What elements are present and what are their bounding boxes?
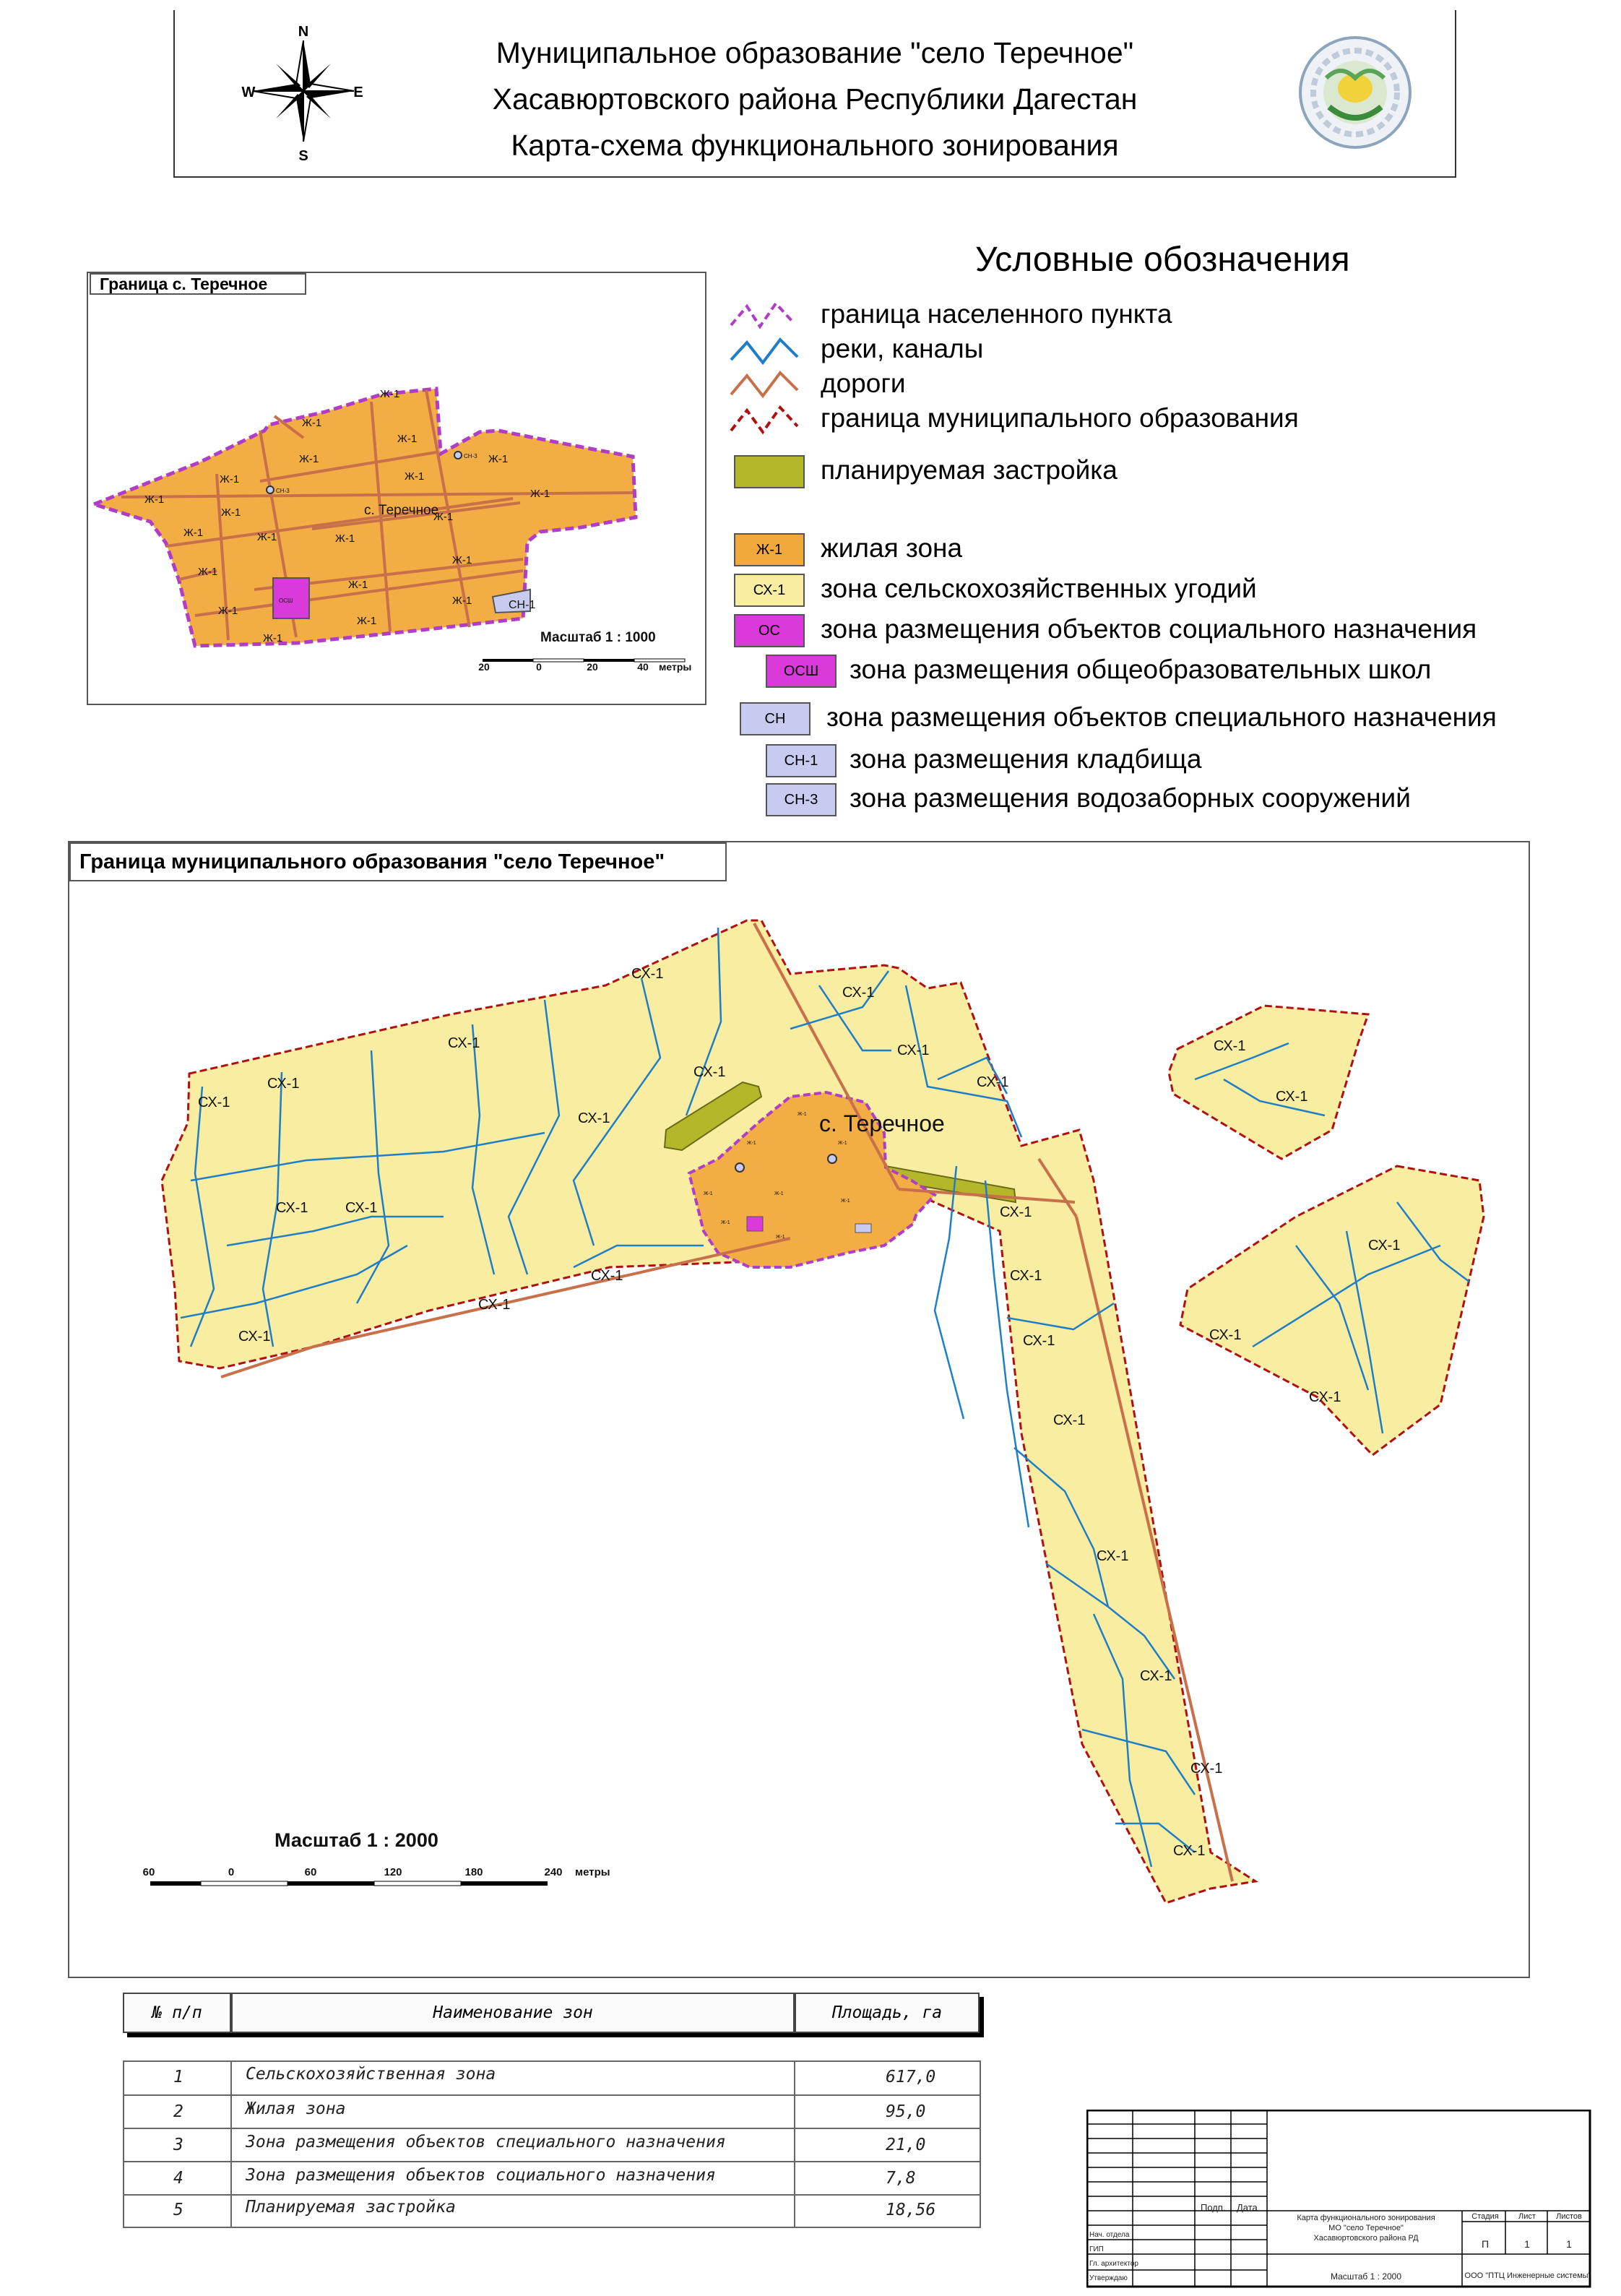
row-area: 21,0	[886, 2136, 926, 2154]
legend-swatch-cemetery: СН-1	[766, 744, 837, 777]
legend-swatch-agricultural: СХ-1	[734, 574, 805, 607]
zone-label: СХ-1	[977, 1074, 1009, 1090]
legend-line-label: граница населенного пункта	[821, 299, 1172, 329]
organization-emblem-icon	[1297, 27, 1413, 157]
table-header-name: Наименование зон	[231, 1993, 795, 2033]
title-block-desc-3: Хасавюртовского района РД	[1313, 2234, 1419, 2243]
zone-label: СХ-1	[198, 1095, 230, 1110]
cemetery-zone	[855, 1224, 871, 1233]
zone-label: Ж-1	[263, 632, 283, 644]
title-block-stage: П	[1481, 2238, 1490, 2250]
main-scale-tick: 120	[384, 1866, 402, 1878]
zone-label: Ж-1	[302, 417, 322, 429]
zone-label: СХ-1	[1209, 1327, 1242, 1343]
table-header-area: Площадь, га	[795, 1993, 980, 2033]
zone-label: СХ-1	[478, 1297, 511, 1313]
zone-label: СХ-1	[345, 1200, 378, 1216]
zone-label: СХ-1	[1000, 1204, 1032, 1220]
main-scale-tick: 240	[544, 1866, 563, 1878]
row-num: 5	[173, 2201, 183, 2219]
legend-swatch-residential: Ж-1	[734, 533, 805, 566]
title-block-sheets-header: Листов	[1556, 2212, 1582, 2221]
zone-label: Ж-1	[405, 470, 425, 483]
zone-label: СХ-1	[693, 1064, 726, 1080]
zone-label: Ж-1	[221, 506, 241, 519]
boundary-settlement-line-icon	[731, 303, 792, 327]
title-block-sheets: 1	[1566, 2238, 1572, 2250]
main-map-title: Граница муниципального образования "село Теречное"	[69, 842, 727, 881]
well-label: СН-3	[464, 453, 477, 459]
legend-zone-label: жилая зона	[821, 533, 963, 563]
legend-swatch-special: СН	[740, 702, 810, 735]
zone-label: Ж-1	[488, 453, 509, 465]
main-scale-tick: 60	[304, 1866, 317, 1878]
inset-scale-tick: 0	[536, 661, 542, 673]
legend-swatch-planned	[734, 455, 805, 488]
compass-w: W	[241, 85, 256, 100]
table-header-num: № п/п	[123, 1993, 231, 2033]
inset-map[interactable]	[87, 272, 706, 705]
compass-rose-icon	[238, 17, 368, 162]
legend-zone-label: зона размещения общеобразовательных школ	[850, 655, 1432, 684]
zone-label: СХ-1	[897, 1043, 930, 1058]
zone-label: СХ-1	[578, 1110, 610, 1126]
title-block-scale: Масштаб 1 : 2000	[1330, 2271, 1402, 2282]
title-block-desc-1: Карта функционального зонирования	[1297, 2214, 1435, 2222]
row-name: Зона размещения объектов специального назначения	[246, 2133, 726, 2152]
title-block-role: Гл. архитектор	[1089, 2260, 1138, 2268]
zone-label: СХ-1	[1053, 1412, 1086, 1428]
zone-label: Ж-1	[335, 532, 355, 545]
legend-zone-label: зона размещения кладбища	[850, 744, 1202, 774]
zone-label: СХ-1	[276, 1200, 308, 1216]
row-name: Планируемая застройка	[246, 2198, 456, 2217]
zone-label: СХ-1	[631, 966, 664, 982]
well-icon	[735, 1163, 744, 1172]
main-scale-tick: 180	[464, 1866, 483, 1878]
legend-swatch-social: ОС	[734, 614, 805, 647]
well-icon	[828, 1155, 837, 1163]
title-block-podp: Подп.	[1201, 2202, 1226, 2213]
zone-label: СХ-1	[1173, 1843, 1206, 1859]
zone-label: Ж-1	[776, 1235, 785, 1240]
legend-swatch-school: ОСШ	[766, 655, 837, 688]
main-scale-tick: 0	[228, 1866, 235, 1878]
settlement-label: с. Теречное	[819, 1110, 945, 1136]
zone-label: СХ-1	[1214, 1038, 1246, 1054]
header-title-line-2: Хасавюртовского района Республики Дагестан	[492, 82, 1138, 116]
compass-n: N	[298, 24, 309, 40]
inset-scale-tick: 20	[478, 661, 490, 673]
zone-label: СХ-1	[1010, 1268, 1042, 1284]
header-title-line-3: Карта-схема функционального зонирования	[511, 129, 1119, 162]
zone-label: Ж-1	[838, 1141, 847, 1146]
zone-label: Ж-1	[348, 579, 368, 591]
zone-label: СХ-1	[267, 1076, 300, 1092]
zone-label: Ж-1	[220, 473, 240, 485]
zone-label: Ж-1	[704, 1191, 713, 1196]
legend-line-label: граница муниципального образования	[821, 403, 1299, 433]
main-scale-unit: метры	[575, 1866, 610, 1878]
zone-label: Ж-1	[257, 531, 277, 543]
school-label: ОСШ	[279, 597, 293, 604]
agricultural-zone-ne	[1169, 1006, 1368, 1159]
well-icon	[267, 486, 274, 493]
zone-label: СХ-1	[1190, 1761, 1223, 1777]
zone-label: Ж-1	[397, 433, 418, 445]
legend-zone-label: зона сельскохозяйственных угодий	[821, 574, 1257, 603]
inset-scale-unit: метры	[659, 661, 692, 673]
title-block-sheet-header: Лист	[1518, 2212, 1536, 2221]
zone-label: Ж-1	[530, 488, 550, 500]
zone-label: Ж-1	[198, 566, 218, 578]
inset-scale-tick: 40	[637, 661, 649, 673]
row-num: 2	[173, 2102, 183, 2121]
main-map[interactable]	[68, 841, 1530, 1978]
zone-label: СХ-1	[1140, 1668, 1172, 1684]
zone-label: СХ-1	[591, 1268, 623, 1284]
zone-label: СХ-1	[842, 985, 875, 1001]
compass-e: E	[353, 85, 363, 100]
title-block-data: Дата	[1237, 2202, 1258, 2213]
main-scale-tick: 60	[142, 1866, 155, 1878]
row-num: 3	[173, 2136, 183, 2154]
zone-label: Ж-1	[357, 615, 377, 627]
title-block-grid	[1086, 2110, 1592, 2290]
river-line-icon	[731, 340, 797, 363]
zone-label: СХ-1	[448, 1035, 480, 1051]
row-area: 7,8	[886, 2169, 916, 2188]
legend-swatch-water-intake: СН-3	[766, 783, 837, 816]
row-num: 1	[173, 2068, 183, 2086]
title-block-org: ООО "ПТЦ Инженерные системы"	[1464, 2271, 1591, 2280]
legend-line-label: реки, каналы	[821, 334, 984, 363]
inset-scale-title: Масштаб 1 : 1000	[540, 630, 656, 645]
inset-map-title: Граница с. Теречное	[90, 273, 306, 295]
title-block-role: Утверждаю	[1089, 2274, 1128, 2282]
inset-scale-tick: 20	[587, 661, 598, 673]
main-scale-title: Масштаб 1 : 2000	[275, 1829, 438, 1851]
zone-label: СХ-1	[1309, 1389, 1341, 1405]
legend-title: Условные обозначения	[975, 241, 1350, 279]
title-block-desc-2: МО "село Теречное"	[1328, 2224, 1404, 2232]
row-area: 617,0	[886, 2068, 936, 2086]
zone-label: Ж-1	[183, 527, 204, 539]
zone-label: Ж-1	[144, 493, 165, 506]
school-zone	[747, 1217, 763, 1231]
zone-label: Ж-1	[452, 554, 472, 566]
zone-label: СХ-1	[1368, 1238, 1401, 1253]
boundary-municipal-line-icon	[731, 407, 797, 432]
legend-line-label: дороги	[821, 368, 906, 398]
legend-zone-label: зона размещения объектов специального назначения	[826, 702, 1497, 732]
zone-label: Ж-1	[299, 453, 319, 465]
legend-zone-label: зона размещения водозаборных сооружений	[850, 783, 1411, 813]
title-block-role: Нач. отдела	[1089, 2231, 1130, 2239]
zone-label: Ж-1	[841, 1199, 850, 1204]
well-icon	[454, 452, 462, 459]
zone-label: СХ-1	[1023, 1333, 1055, 1349]
zone-label: Ж-1	[747, 1141, 756, 1146]
legend-planned-label: планируемая застройка	[821, 455, 1118, 485]
title-block-sheet: 1	[1524, 2238, 1530, 2250]
header-title-line-1: Муниципальное образование "село Теречное"	[496, 36, 1134, 69]
row-name: Сельскохозяйственная зона	[246, 2065, 496, 2084]
well-label: СН-3	[276, 488, 290, 494]
zone-label: Ж-1	[797, 1112, 807, 1117]
agricultural-zone-e	[1180, 1166, 1484, 1455]
legend-zone-label: зона размещения объектов социального назначения	[821, 614, 1477, 644]
zone-label: СХ-1	[238, 1329, 271, 1345]
row-num: 4	[173, 2169, 183, 2188]
compass-s: S	[298, 148, 308, 162]
zone-label: СХ-1	[1097, 1548, 1129, 1564]
row-name: Зона размещения объектов социального назначения	[246, 2166, 716, 2185]
row-name: Жилая зона	[246, 2099, 346, 2118]
zone-label: СХ-1	[1276, 1089, 1308, 1105]
settlement-label: с. Теречное	[364, 503, 439, 518]
zone-label: Ж-1	[774, 1191, 784, 1196]
zone-label: Ж-1	[218, 605, 238, 617]
title-block-role: ГИП	[1089, 2245, 1104, 2253]
cemetery-label: СН-1	[509, 599, 536, 611]
title-block-stage-header: Стадия	[1471, 2212, 1499, 2221]
road-line-icon	[731, 373, 797, 396]
legend-line-samples	[722, 296, 816, 455]
zone-label: Ж-1	[433, 511, 454, 523]
row-area: 95,0	[886, 2102, 926, 2121]
zone-label: Ж-1	[721, 1220, 730, 1225]
zone-label: Ж-1	[380, 388, 400, 400]
row-area: 18,56	[886, 2201, 936, 2219]
zone-label: Ж-1	[452, 595, 472, 607]
